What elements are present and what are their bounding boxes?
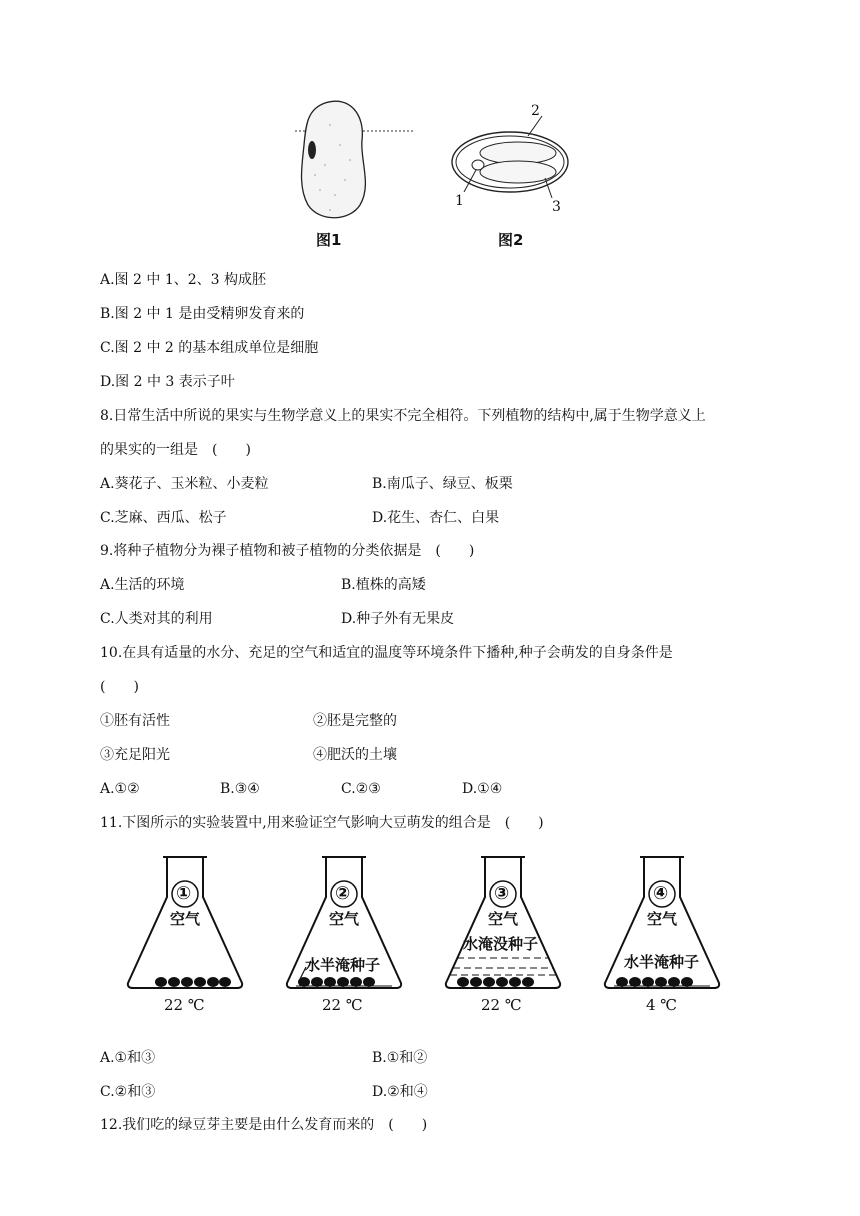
q7-option-a: A.图 2 中 1、2、3 构成胚 [100, 272, 266, 288]
q10-item-2: ②胚是完整的 [313, 713, 397, 729]
q7-option-d: D.图 2 中 3 表示子叶 [100, 374, 235, 390]
q8-option-b: B.南瓜子、绿豆、板栗 [372, 476, 513, 492]
flask-3-temp: 22 ℃ [481, 996, 522, 1014]
flask-2-number: ② [335, 883, 351, 904]
q8-option-c: C.芝麻、西瓜、松子 [100, 510, 227, 526]
cotyledon-bottom [480, 161, 556, 183]
flask-1-air: 空气 [170, 910, 201, 928]
q8-stem-line1: 8.日常生活中所说的果实与生物学意义上的果实不完全相符。下列植物的结构中,属于生物学意义上 [100, 408, 706, 424]
q9-stem: 9.将种子植物分为裸子植物和被子植物的分类依据是 ( ) [100, 543, 475, 559]
flask-4-air: 空气 [647, 910, 678, 928]
q10-item-3: ③充足阳光 [100, 747, 170, 763]
flask-3-water-label: 水淹没种子 [463, 935, 539, 953]
q9-option-b: B.植株的高矮 [341, 577, 426, 593]
q8-option-a: A.葵花子、玉米粒、小麦粒 [100, 476, 269, 492]
flask-2-air: 空气 [329, 910, 360, 928]
flask-1-temp: 22 ℃ [164, 996, 205, 1014]
embryo-part [472, 160, 484, 170]
q9-option-a: A.生活的环境 [100, 577, 185, 593]
q9-option-d: D.种子外有无果皮 [341, 611, 455, 627]
bean-outline [302, 101, 366, 218]
flask-4-number: ④ [653, 883, 669, 904]
q10-option-b: B.③④ [220, 781, 260, 797]
q8-stem-line2: 的果实的一组是 ( ) [100, 442, 251, 458]
q10-option-a: A.①② [100, 781, 140, 797]
callout-3: 3 [552, 199, 561, 215]
q9-option-c: C.人类对其的利用 [100, 611, 213, 627]
seed-cross-section-figure [450, 100, 600, 215]
fig1-label: 图1 [316, 231, 342, 249]
q7-option-b: B.图 2 中 1 是由受精卵发育来的 [100, 306, 305, 322]
flask-2-temp: 22 ℃ [322, 996, 363, 1014]
bean-seed-figure [290, 95, 430, 225]
callout-2: 2 [531, 103, 540, 119]
callout-1: 1 [455, 193, 464, 209]
q10-option-d: D.①④ [462, 781, 503, 797]
q10-stem-line2: ( ) [100, 679, 139, 695]
q10-item-4: ④肥沃的土壤 [313, 747, 397, 763]
flask-1-number: ① [176, 883, 192, 904]
flask-4-water-label: 水半淹种子 [624, 953, 700, 971]
q10-option-c: C.②③ [341, 781, 381, 797]
flask-3-air: 空气 [488, 910, 519, 928]
flask-2-water-label: 水半淹种子 [305, 956, 381, 974]
q12-stem: 12.我们吃的绿豆芽主要是由什么发育而来的 ( ) [100, 1117, 428, 1133]
q10-item-1: ①胚有活性 [100, 713, 170, 729]
q11-option-b: B.①和② [372, 1050, 428, 1066]
fig2-label: 图2 [498, 231, 524, 249]
q11-stem: 11.下图所示的实验装置中,用来验证空气影响大豆萌发的组合是 ( ) [100, 815, 544, 831]
q8-option-d: D.花生、杏仁、白果 [372, 510, 500, 526]
hilum [308, 141, 316, 159]
flask-3-number: ③ [494, 883, 510, 904]
q11-option-c: C.②和③ [100, 1084, 156, 1100]
q10-stem-line1: 10.在具有适量的水分、充足的空气和适宜的温度等环境条件下播种,种子会萌发的自身条件是 [100, 645, 673, 661]
q7-option-c: C.图 2 中 2 的基本组成单位是细胞 [100, 340, 319, 356]
q11-option-d: D.②和④ [372, 1084, 428, 1100]
q11-option-a: A.①和③ [100, 1050, 156, 1066]
flask-4-temp: 4 ℃ [646, 996, 678, 1014]
